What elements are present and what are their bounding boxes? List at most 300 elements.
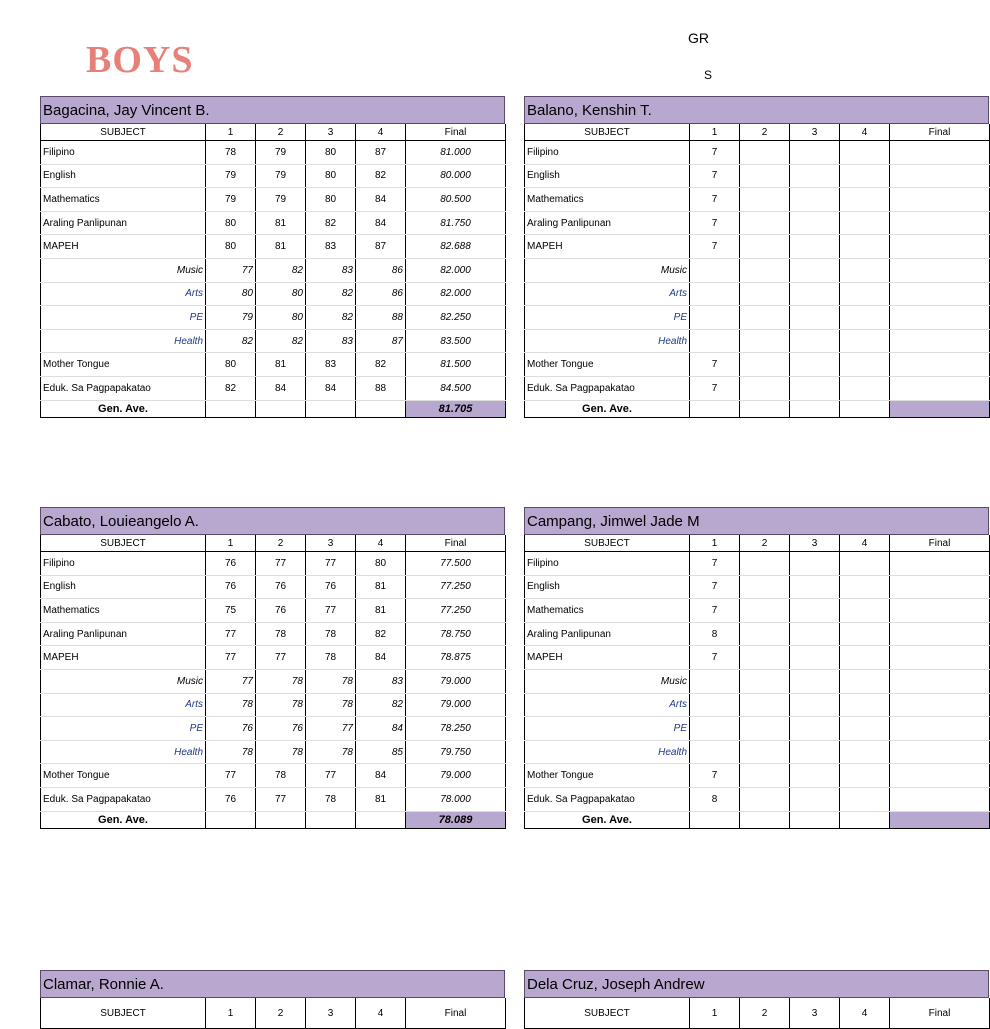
quarter-grade-cell <box>840 164 890 188</box>
column-header: Final <box>406 124 506 141</box>
subject-cell: Health <box>41 740 206 764</box>
subject-cell: Arts <box>41 282 206 306</box>
quarter-grade-cell: 87 <box>356 141 406 165</box>
quarter-grade-cell <box>790 575 840 599</box>
quarter-grade-cell: 81 <box>356 599 406 623</box>
subject-cell: Mathematics <box>525 599 690 623</box>
column-header: 2 <box>256 998 306 1029</box>
quarter-grade-cell <box>740 717 790 741</box>
subject-cell: PE <box>525 306 690 330</box>
final-grade-cell: 82.000 <box>406 258 506 282</box>
final-grade-cell <box>890 740 990 764</box>
quarter-grade-cell: 78 <box>206 740 256 764</box>
quarter-grade-cell: 7 <box>690 599 740 623</box>
table-row <box>41 376 506 400</box>
quarter-grade-cell: 78 <box>206 141 256 165</box>
final-grade-cell: 81.000 <box>406 141 506 165</box>
quarter-grade-cell <box>840 306 890 330</box>
subject-cell: PE <box>525 717 690 741</box>
gen-ave-row <box>41 811 506 828</box>
quarter-grade-cell <box>840 717 890 741</box>
subject-cell: Eduk. Sa Pagpapakatao <box>41 787 206 811</box>
column-header: 4 <box>840 124 890 141</box>
table-row <box>525 646 990 670</box>
column-header: 1 <box>690 535 740 552</box>
column-header: 3 <box>306 124 356 141</box>
quarter-grade-cell <box>840 211 890 235</box>
quarter-grade-cell <box>840 669 890 693</box>
quarter-grade-cell: 77 <box>206 669 256 693</box>
final-grade-cell <box>890 141 990 165</box>
quarter-grade-cell: 84 <box>356 188 406 212</box>
table-row <box>525 329 990 353</box>
table-row <box>41 669 506 693</box>
table-row <box>525 622 990 646</box>
final-grade-cell: 78.875 <box>406 646 506 670</box>
column-header: Final <box>406 535 506 552</box>
gen-ave-row <box>525 400 990 417</box>
quarter-grade-cell: 87 <box>356 235 406 259</box>
table-row <box>525 787 990 811</box>
quarter-grade-cell: 75 <box>206 599 256 623</box>
table-row <box>41 740 506 764</box>
quarter-grade-cell: 77 <box>206 646 256 670</box>
column-header: Final <box>890 998 990 1029</box>
quarter-grade-cell: 76 <box>206 717 256 741</box>
quarter-grade-cell <box>790 693 840 717</box>
subject-cell: Mother Tongue <box>525 764 690 788</box>
quarter-grade-cell <box>840 599 890 623</box>
table-row <box>525 764 990 788</box>
quarter-grade-cell: 78 <box>306 740 356 764</box>
table-row <box>41 622 506 646</box>
quarter-grade-cell: 82 <box>256 329 306 353</box>
student-name: Balano, Kenshin T. <box>524 96 989 124</box>
empty-cell <box>790 811 840 828</box>
gen-ave-value: 78.089 <box>406 811 506 828</box>
column-header: 1 <box>690 998 740 1029</box>
final-grade-cell <box>890 282 990 306</box>
subject-cell: Mother Tongue <box>41 764 206 788</box>
quarter-grade-cell <box>790 376 840 400</box>
quarter-grade-cell: 79 <box>206 188 256 212</box>
column-header: 3 <box>790 124 840 141</box>
subject-cell: Araling Panlipunan <box>41 622 206 646</box>
gen-ave-label: Gen. Ave. <box>41 811 206 828</box>
empty-cell <box>256 811 306 828</box>
column-header: 1 <box>206 998 256 1029</box>
subject-cell: Eduk. Sa Pagpapakatao <box>525 376 690 400</box>
quarter-grade-cell: 7 <box>690 141 740 165</box>
quarter-grade-cell: 78 <box>256 740 306 764</box>
subject-cell: Health <box>525 740 690 764</box>
quarter-grade-cell <box>790 282 840 306</box>
quarter-grade-cell <box>740 787 790 811</box>
table-row <box>41 258 506 282</box>
quarter-grade-cell: 8 <box>690 787 740 811</box>
quarter-grade-cell: 80 <box>306 164 356 188</box>
quarter-grade-cell: 7 <box>690 552 740 576</box>
final-grade-cell: 82.000 <box>406 282 506 306</box>
table-row <box>41 164 506 188</box>
table-row <box>525 575 990 599</box>
table-row <box>41 552 506 576</box>
quarter-grade-cell <box>740 575 790 599</box>
subject-cell: MAPEH <box>525 646 690 670</box>
quarter-grade-cell: 80 <box>206 282 256 306</box>
quarter-grade-cell <box>690 669 740 693</box>
quarter-grade-cell: 78 <box>306 787 356 811</box>
empty-cell <box>690 811 740 828</box>
table-row <box>525 376 990 400</box>
quarter-grade-cell: 88 <box>356 306 406 330</box>
empty-cell <box>356 811 406 828</box>
quarter-grade-cell: 88 <box>356 376 406 400</box>
quarter-grade-cell: 83 <box>306 235 356 259</box>
gen-ave-row <box>525 811 990 828</box>
quarter-grade-cell: 7 <box>690 646 740 670</box>
empty-cell <box>206 400 256 417</box>
quarter-grade-cell: 77 <box>256 552 306 576</box>
empty-cell <box>690 400 740 417</box>
final-grade-cell: 79.750 <box>406 740 506 764</box>
quarter-grade-cell: 78 <box>256 622 306 646</box>
table-row <box>41 575 506 599</box>
quarter-grade-cell <box>740 622 790 646</box>
table-row <box>41 764 506 788</box>
table-row <box>525 164 990 188</box>
column-header: Final <box>890 535 990 552</box>
table-row <box>41 693 506 717</box>
final-grade-cell <box>890 717 990 741</box>
quarter-grade-cell <box>790 787 840 811</box>
quarter-grade-cell: 77 <box>206 764 256 788</box>
quarter-grade-cell: 76 <box>206 787 256 811</box>
quarter-grade-cell <box>740 693 790 717</box>
table-header-row <box>525 998 990 1029</box>
student-name: Clamar, Ronnie A. <box>40 970 505 998</box>
final-grade-cell: 82.250 <box>406 306 506 330</box>
quarter-grade-cell <box>840 329 890 353</box>
student-card <box>40 970 505 1029</box>
final-grade-cell <box>890 376 990 400</box>
quarter-grade-cell <box>690 693 740 717</box>
column-header: 1 <box>206 535 256 552</box>
quarter-grade-cell: 82 <box>356 693 406 717</box>
quarter-grade-cell: 80 <box>206 211 256 235</box>
subject-cell: Music <box>41 258 206 282</box>
quarter-grade-cell: 77 <box>306 552 356 576</box>
grades-table <box>524 124 990 418</box>
quarter-grade-cell <box>740 552 790 576</box>
student-card <box>40 507 505 829</box>
quarter-grade-cell: 87 <box>356 329 406 353</box>
final-grade-cell <box>890 646 990 670</box>
quarter-grade-cell: 81 <box>256 353 306 377</box>
quarter-grade-cell <box>840 188 890 212</box>
quarter-grade-cell: 78 <box>256 693 306 717</box>
quarter-grade-cell <box>840 622 890 646</box>
quarter-grade-cell: 76 <box>256 717 306 741</box>
quarter-grade-cell <box>690 717 740 741</box>
quarter-grade-cell: 85 <box>356 740 406 764</box>
quarter-grade-cell: 77 <box>306 717 356 741</box>
student-name: Cabato, Louieangelo A. <box>40 507 505 535</box>
quarter-grade-cell: 77 <box>206 622 256 646</box>
quarter-grade-cell: 78 <box>306 622 356 646</box>
quarter-grade-cell: 78 <box>306 693 356 717</box>
subject-cell: Eduk. Sa Pagpapakatao <box>525 787 690 811</box>
column-header: 2 <box>256 535 306 552</box>
quarter-grade-cell <box>740 141 790 165</box>
column-header: SUBJECT <box>525 535 690 552</box>
quarter-grade-cell <box>840 235 890 259</box>
quarter-grade-cell: 8 <box>690 622 740 646</box>
quarter-grade-cell <box>790 141 840 165</box>
subject-cell: MAPEH <box>41 235 206 259</box>
grades-table <box>524 998 990 1029</box>
quarter-grade-cell: 82 <box>206 376 256 400</box>
column-header: Final <box>890 124 990 141</box>
quarter-grade-cell <box>740 211 790 235</box>
quarter-grade-cell <box>740 646 790 670</box>
column-header: 2 <box>256 124 306 141</box>
subject-cell: Health <box>525 329 690 353</box>
quarter-grade-cell: 78 <box>206 693 256 717</box>
quarter-grade-cell: 83 <box>356 669 406 693</box>
final-grade-cell <box>890 329 990 353</box>
final-grade-cell: 84.500 <box>406 376 506 400</box>
table-row <box>41 329 506 353</box>
quarter-grade-cell <box>690 282 740 306</box>
quarter-grade-cell: 7 <box>690 188 740 212</box>
final-grade-cell: 79.000 <box>406 764 506 788</box>
final-grade-cell <box>890 211 990 235</box>
quarter-grade-cell <box>790 622 840 646</box>
final-grade-cell: 78.250 <box>406 717 506 741</box>
subject-cell: Eduk. Sa Pagpapakatao <box>41 376 206 400</box>
quarter-grade-cell: 82 <box>206 329 256 353</box>
quarter-grade-cell <box>840 258 890 282</box>
final-grade-cell: 83.500 <box>406 329 506 353</box>
empty-cell <box>206 811 256 828</box>
final-grade-cell <box>890 669 990 693</box>
quarter-grade-cell <box>840 740 890 764</box>
table-row <box>41 306 506 330</box>
quarter-grade-cell <box>690 306 740 330</box>
table-header-row <box>41 998 506 1029</box>
column-header: SUBJECT <box>41 124 206 141</box>
quarter-grade-cell <box>740 188 790 212</box>
quarter-grade-cell: 77 <box>256 787 306 811</box>
quarter-grade-cell <box>790 306 840 330</box>
quarter-grade-cell <box>740 599 790 623</box>
column-header: 4 <box>356 535 406 552</box>
final-grade-cell: 80.000 <box>406 164 506 188</box>
quarter-grade-cell <box>790 599 840 623</box>
quarter-grade-cell: 77 <box>306 764 356 788</box>
quarter-grade-cell <box>840 376 890 400</box>
table-row <box>41 717 506 741</box>
quarter-grade-cell <box>790 717 840 741</box>
quarter-grade-cell: 81 <box>356 787 406 811</box>
quarter-grade-cell <box>790 764 840 788</box>
quarter-grade-cell: 84 <box>356 211 406 235</box>
quarter-grade-cell <box>740 282 790 306</box>
quarter-grade-cell: 80 <box>356 552 406 576</box>
column-header: 1 <box>690 124 740 141</box>
quarter-grade-cell <box>790 669 840 693</box>
quarter-grade-cell <box>740 306 790 330</box>
table-row <box>525 599 990 623</box>
quarter-grade-cell <box>740 764 790 788</box>
quarter-grade-cell <box>790 740 840 764</box>
quarter-grade-cell <box>840 575 890 599</box>
quarter-grade-cell <box>840 282 890 306</box>
quarter-grade-cell: 84 <box>256 376 306 400</box>
table-row <box>525 141 990 165</box>
final-grade-cell: 82.688 <box>406 235 506 259</box>
table-row <box>525 282 990 306</box>
final-grade-cell: 79.000 <box>406 693 506 717</box>
column-header: 4 <box>840 535 890 552</box>
quarter-grade-cell: 80 <box>206 235 256 259</box>
quarter-grade-cell: 79 <box>256 164 306 188</box>
empty-cell <box>840 400 890 417</box>
subject-cell: PE <box>41 306 206 330</box>
column-header: 1 <box>206 124 256 141</box>
quarter-grade-cell <box>840 353 890 377</box>
empty-cell <box>306 400 356 417</box>
quarter-grade-cell: 82 <box>306 306 356 330</box>
final-grade-cell <box>890 188 990 212</box>
quarter-grade-cell: 7 <box>690 235 740 259</box>
quarter-grade-cell <box>790 211 840 235</box>
table-row <box>41 353 506 377</box>
student-name: Campang, Jimwel Jade M <box>524 507 989 535</box>
quarter-grade-cell <box>840 646 890 670</box>
subject-cell: Filipino <box>525 141 690 165</box>
quarter-grade-cell: 77 <box>256 646 306 670</box>
column-header: 2 <box>740 124 790 141</box>
subject-cell: Music <box>525 258 690 282</box>
student-card <box>40 96 505 418</box>
subject-cell: Arts <box>41 693 206 717</box>
empty-cell <box>306 811 356 828</box>
table-row <box>41 188 506 212</box>
quarter-grade-cell <box>840 764 890 788</box>
final-grade-cell <box>890 306 990 330</box>
quarter-grade-cell: 7 <box>690 575 740 599</box>
subject-cell: Filipino <box>41 552 206 576</box>
final-grade-cell <box>890 764 990 788</box>
header-right-title: GR <box>688 30 709 46</box>
gen-ave-label: Gen. Ave. <box>41 400 206 417</box>
table-row <box>525 188 990 212</box>
quarter-grade-cell <box>840 552 890 576</box>
table-row <box>41 235 506 259</box>
column-header: 3 <box>790 535 840 552</box>
table-header-row <box>525 124 990 141</box>
quarter-grade-cell: 80 <box>306 188 356 212</box>
grades-table <box>40 998 506 1029</box>
subject-cell: Mother Tongue <box>525 353 690 377</box>
empty-cell <box>740 400 790 417</box>
quarter-grade-cell <box>740 329 790 353</box>
student-name: Dela Cruz, Joseph Andrew <box>524 970 989 998</box>
quarter-grade-cell: 83 <box>306 353 356 377</box>
table-row <box>41 646 506 670</box>
column-header: 2 <box>740 535 790 552</box>
quarter-grade-cell: 76 <box>256 575 306 599</box>
quarter-grade-cell: 81 <box>256 235 306 259</box>
column-header: Final <box>406 998 506 1029</box>
table-row <box>525 552 990 576</box>
empty-cell <box>790 400 840 417</box>
final-grade-cell: 77.250 <box>406 599 506 623</box>
table-row <box>41 599 506 623</box>
subject-cell: Mathematics <box>525 188 690 212</box>
grades-table <box>40 124 506 418</box>
subject-cell: Arts <box>525 282 690 306</box>
final-grade-cell <box>890 622 990 646</box>
quarter-grade-cell: 82 <box>356 164 406 188</box>
gen-ave-value <box>890 811 990 828</box>
table-row <box>41 211 506 235</box>
quarter-grade-cell: 78 <box>306 646 356 670</box>
quarter-grade-cell <box>790 235 840 259</box>
quarter-grade-cell <box>740 258 790 282</box>
quarter-grade-cell: 82 <box>356 622 406 646</box>
table-row <box>525 235 990 259</box>
subject-cell: Araling Panlipunan <box>525 211 690 235</box>
student-name: Bagacina, Jay Vincent B. <box>40 96 505 124</box>
column-header: SUBJECT <box>41 535 206 552</box>
final-grade-cell: 79.000 <box>406 669 506 693</box>
quarter-grade-cell: 79 <box>256 141 306 165</box>
table-row <box>41 282 506 306</box>
quarter-grade-cell <box>840 787 890 811</box>
quarter-grade-cell <box>790 164 840 188</box>
quarter-grade-cell: 81 <box>356 575 406 599</box>
quarter-grade-cell: 78 <box>306 669 356 693</box>
subject-cell: Filipino <box>525 552 690 576</box>
subject-cell: Araling Panlipunan <box>525 622 690 646</box>
quarter-grade-cell: 7 <box>690 376 740 400</box>
final-grade-cell <box>890 693 990 717</box>
subject-cell: English <box>41 164 206 188</box>
subject-cell: English <box>41 575 206 599</box>
subject-cell: Arts <box>525 693 690 717</box>
subject-cell: Music <box>41 669 206 693</box>
gen-ave-value: 81.705 <box>406 400 506 417</box>
quarter-grade-cell: 7 <box>690 353 740 377</box>
quarter-grade-cell: 83 <box>306 258 356 282</box>
quarter-grade-cell <box>790 353 840 377</box>
subject-cell: Mother Tongue <box>41 353 206 377</box>
subject-cell: MAPEH <box>41 646 206 670</box>
quarter-grade-cell <box>740 164 790 188</box>
quarter-grade-cell <box>740 353 790 377</box>
quarter-grade-cell: 83 <box>306 329 356 353</box>
column-header: 4 <box>840 998 890 1029</box>
header-right-subtitle: S <box>704 68 713 82</box>
final-grade-cell <box>890 599 990 623</box>
quarter-grade-cell: 79 <box>206 306 256 330</box>
final-grade-cell <box>890 787 990 811</box>
grades-table <box>40 535 506 829</box>
grades-table <box>524 535 990 829</box>
